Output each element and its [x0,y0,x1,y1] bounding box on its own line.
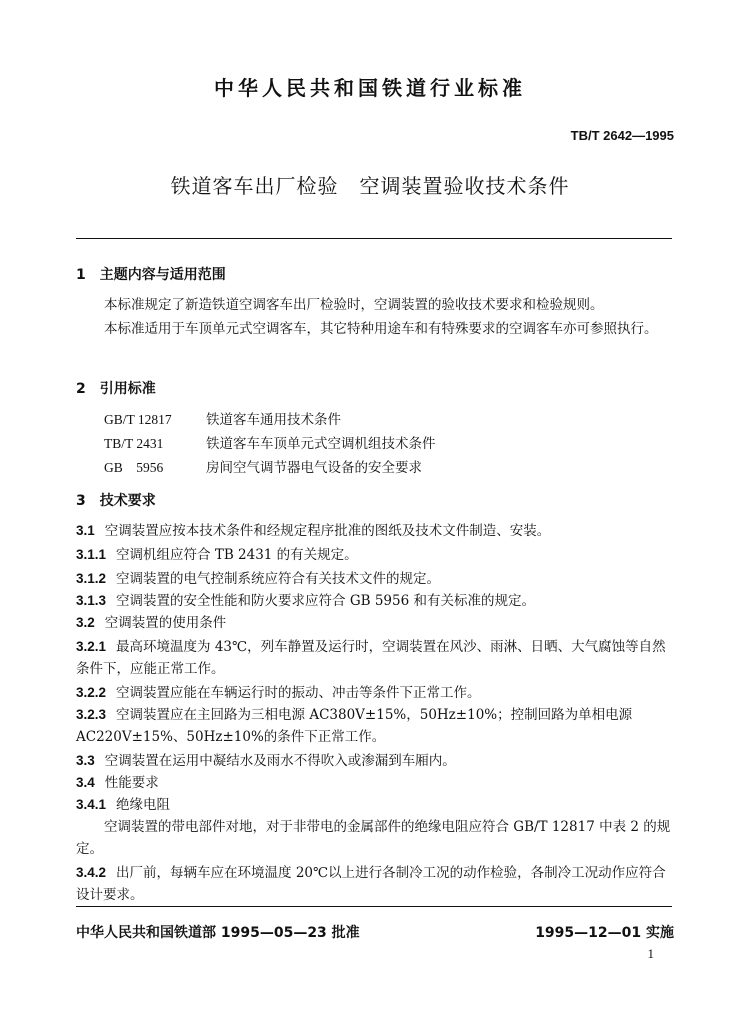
section-3-heading: 3 技术要求 [76,493,156,509]
clause-number: 3.2.2 [76,685,107,700]
clause [76,520,672,542]
clause [76,590,672,612]
section-1-heading: 1 主题内容与适用范围 [76,267,226,283]
clause [76,704,672,748]
reference-code: GB 5956 [104,460,164,475]
footer-divider [76,906,672,907]
clause-text: 空调装置的电气控制系统应符合有关技术文件的规定。 [116,571,441,587]
reference-code: GB/T 12817 [104,412,172,427]
clause-text: 空调机组应符合 TB 2431 的有关规定。 [116,547,358,563]
clause-number: 3.1.1 [76,547,107,562]
reference-item [104,456,422,476]
clause-text: 空调装置在运用中凝结水及雨水不得吹入或渗漏到车厢内。 [104,753,456,769]
section-2-heading: 2 引用标准 [76,381,156,397]
clause-number: 3.2.3 [76,707,107,722]
clause [76,750,672,772]
clause [76,612,672,634]
clause-number: 3.1 [76,523,95,538]
reference-title: 房间空气调节器电气设备的安全要求 [206,460,422,476]
clause-number: 3.2 [76,615,95,630]
clause-number: 3.3 [76,753,95,768]
clause-text: 空调装置的安全性能和防火要求应符合 GB 5956 和有关标准的规定。 [116,593,535,609]
reference-item [104,408,341,428]
effective-date: 1995—12—01 实施 [535,925,674,941]
clause [76,636,672,680]
clause-number: 3.2.1 [76,639,107,654]
reference-code: TB/T 2431 [104,436,164,451]
reference-title: 铁道客车通用技术条件 [206,412,341,428]
clause-number: 3.1.3 [76,593,107,608]
reference-item [104,432,436,452]
section-1-paragraph-2: 本标准适用于车顶单元式空调客车，其它特种用途车和有特殊要求的空调客车亦可参照执行。 [104,321,658,337]
clause-number: 3.4.2 [76,865,107,880]
clause [76,682,672,704]
clause [76,568,672,590]
clause [76,794,672,816]
clause-text: 空调装置的带电部件对地，对于非带电的金属部件的绝缘电阻应符合 GB/T 12817 中表 2 的规定。 [76,819,671,857]
standard-name: 中华人民共和国铁道行业标准 [214,76,526,100]
clause-text: 最高环境温度为 43℃，列车静置及运行时，空调装置在风沙、雨淋、日晒、大气腐蚀等自然条件下，应能正常工作。 [76,639,666,677]
standard-code: TB/T 2642—1995 [570,128,674,143]
clause [76,772,672,794]
section-1-paragraph-1: 本标准规定了新造铁道空调客车出厂检验时，空调装置的验收技术要求和检验规则。 [104,297,604,313]
clause-text: 出厂前，每辆车应在环境温度 20℃以上进行各制冷工况的动作检验，各制冷工况动作应符合设计要求。 [76,865,666,903]
clause-text: 绝缘电阻 [116,797,171,813]
clause-number: 3.1.2 [76,571,107,586]
clause-text: 空调装置应按本技术条件和经规定程序批准的图纸及技术文件制造、安装。 [104,523,551,539]
title-divider [76,238,672,239]
document-title: 铁道客车出厂检验 空调装置验收技术条件 [170,174,570,198]
clause-body [76,816,672,860]
page-number: 1 [647,946,654,961]
reference-title: 铁道客车车顶单元式空调机组技术条件 [206,436,436,452]
approval-line: 中华人民共和国铁道部 1995—05—23 批准 [76,925,360,941]
clause-number: 3.4.1 [76,797,107,812]
clause-text: 空调装置应能在车辆运行时的振动、冲击等条件下正常工作。 [116,685,481,701]
clause-text: 空调装置应在主回路为三相电源 AC380V±15%，50Hz±10%；控制回路为单相电源 AC220V±15%、50Hz±10%的条件下正常工作。 [76,707,633,745]
clause-text: 性能要求 [104,775,159,791]
clause-text: 空调装置的使用条件 [104,615,227,631]
clause [76,862,672,906]
clause-number: 3.4 [76,775,95,790]
clause [76,544,672,566]
